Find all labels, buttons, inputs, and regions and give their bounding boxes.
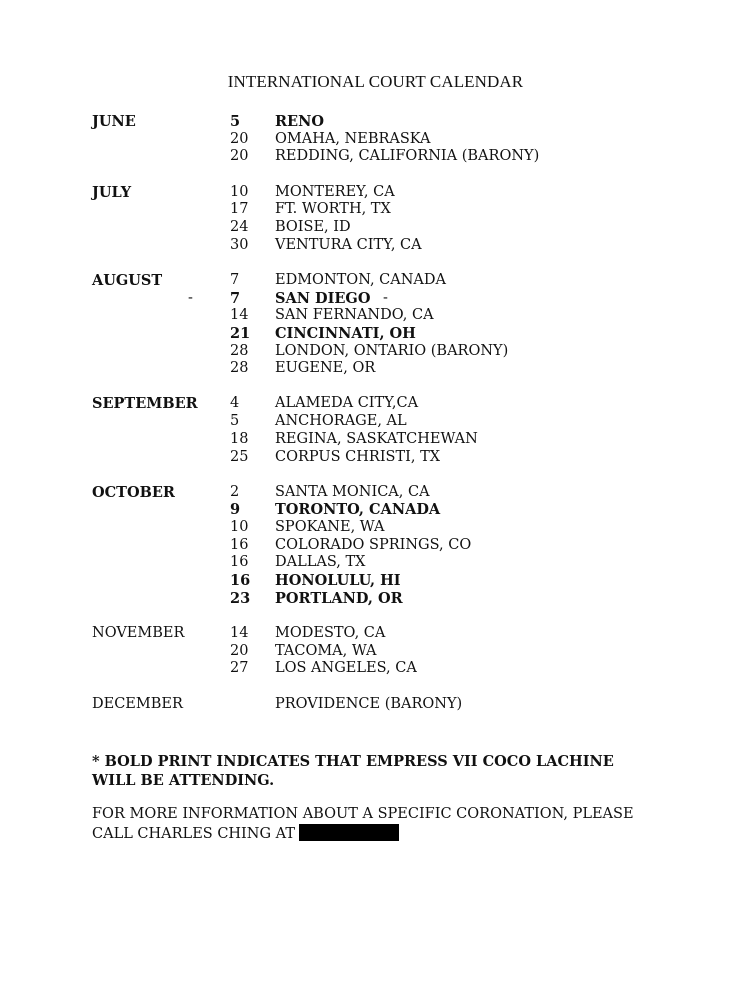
event-city: DALLAS, TX bbox=[275, 554, 366, 571]
event-city: SPOKANE, WA bbox=[275, 519, 385, 536]
event-city: BOISE, ID bbox=[275, 218, 351, 235]
event-city: SAN FERNANDO, CA bbox=[275, 307, 434, 324]
event-day: 21 bbox=[230, 324, 251, 342]
month-label: JUNE bbox=[92, 113, 136, 130]
month-block-december bbox=[92, 696, 692, 714]
event-day: 28 bbox=[230, 360, 249, 377]
event-city: ALAMEDA CITY,CA bbox=[275, 395, 419, 412]
calendar-row bbox=[92, 501, 692, 519]
calendar-row bbox=[92, 519, 692, 537]
event-day: 16 bbox=[230, 572, 251, 590]
event-city: PROVIDENCE (BARONY) bbox=[275, 695, 463, 712]
calendar-row bbox=[92, 696, 692, 714]
month-block-june bbox=[92, 113, 692, 166]
contact-info-text: FOR MORE INFORMATION ABOUT A SPECIFIC CORONATION, PLEASE CALL CHARLES CHING AT bbox=[92, 806, 634, 842]
event-day: 20 bbox=[230, 642, 249, 659]
event-city: EDMONTON, CANADA bbox=[275, 271, 446, 288]
event-city: RENO bbox=[275, 113, 324, 130]
event-city: CORPUS CHRISTI, TX bbox=[275, 448, 441, 465]
month-block-july bbox=[92, 184, 692, 255]
event-day: 7 bbox=[230, 271, 240, 288]
event-city: MONTEREY, CA bbox=[275, 183, 395, 200]
calendar-row bbox=[92, 449, 692, 467]
event-city: REDDING, CALIFORNIA (BARONY) bbox=[275, 148, 540, 165]
event-city: ANCHORAGE, AL bbox=[275, 413, 407, 430]
event-day: 18 bbox=[230, 430, 249, 447]
court-calendar bbox=[92, 113, 692, 731]
event-day: 2 bbox=[230, 483, 240, 500]
calendar-row bbox=[92, 360, 692, 378]
event-city: REGINA, SASKATCHEWAN bbox=[275, 430, 478, 447]
month-label: OCTOBER bbox=[92, 483, 175, 501]
calendar-row bbox=[92, 219, 692, 237]
event-city: SAN DIEGO bbox=[275, 289, 371, 307]
month-label: SEPTEMBER bbox=[92, 395, 198, 413]
calendar-row bbox=[92, 184, 692, 202]
footnote: * BOLD PRINT INDICATES THAT EMPRESS VII COCO LACHINE WILL BE ATTENDING. bbox=[92, 753, 614, 789]
event-day: 25 bbox=[230, 448, 249, 465]
event-day: 14 bbox=[230, 625, 249, 641]
event-day: 16 bbox=[230, 536, 249, 553]
event-city: MODESTO, CA bbox=[275, 625, 386, 641]
calendar-row bbox=[92, 113, 692, 131]
event-city: OMAHA, NEBRASKA bbox=[275, 130, 431, 147]
event-day: 14 bbox=[230, 307, 249, 324]
calendar-row bbox=[92, 413, 692, 431]
event-day: 20 bbox=[230, 130, 249, 147]
month-block-november bbox=[92, 625, 692, 678]
document-title: INTERNATIONAL COURT CALENDAR bbox=[227, 72, 524, 91]
calendar-row bbox=[92, 148, 692, 166]
event-city: EUGENE, OR bbox=[275, 360, 376, 377]
event-day: 10 bbox=[230, 183, 249, 200]
calendar-row bbox=[92, 625, 692, 643]
event-day: 17 bbox=[230, 201, 249, 218]
calendar-row bbox=[92, 343, 692, 361]
month-block-august bbox=[92, 272, 692, 378]
calendar-row bbox=[92, 395, 692, 413]
event-city: CINCINNATI, OH bbox=[275, 324, 416, 342]
calendar-row bbox=[92, 554, 692, 572]
month-label: NOVEMBER bbox=[92, 625, 185, 641]
stray-dash-mark: - bbox=[188, 289, 193, 306]
event-day: 23 bbox=[230, 589, 251, 607]
event-day: 27 bbox=[230, 660, 249, 677]
month-block-october bbox=[92, 484, 692, 608]
event-city: LOS ANGELES, CA bbox=[275, 660, 417, 677]
event-city: VENTURA CITY, CA bbox=[275, 236, 422, 253]
event-city: PORTLAND, OR bbox=[275, 589, 403, 607]
redacted-phone-block bbox=[299, 824, 399, 841]
contact-info bbox=[92, 805, 652, 844]
calendar-row bbox=[92, 201, 692, 219]
month-label: DECEMBER bbox=[92, 695, 183, 712]
event-day: 20 bbox=[230, 148, 249, 165]
month-block-september bbox=[92, 395, 692, 466]
event-city: SANTA MONICA, CA bbox=[275, 483, 430, 500]
calendar-row bbox=[92, 325, 692, 343]
event-city: TACOMA, WA bbox=[275, 642, 377, 659]
calendar-row bbox=[92, 660, 692, 678]
calendar-row bbox=[92, 572, 692, 590]
event-day: 28 bbox=[230, 342, 249, 359]
calendar-row bbox=[92, 643, 692, 661]
calendar-row bbox=[92, 484, 692, 502]
event-city: LONDON, ONTARIO (BARONY) bbox=[275, 342, 509, 359]
event-day: 24 bbox=[230, 218, 249, 235]
calendar-row bbox=[92, 537, 692, 555]
event-day: 9 bbox=[230, 501, 241, 519]
calendar-row bbox=[92, 237, 692, 255]
event-day: 5 bbox=[230, 413, 240, 430]
calendar-row bbox=[92, 590, 692, 608]
event-day: 5 bbox=[230, 113, 241, 130]
event-day: 30 bbox=[230, 236, 249, 253]
calendar-row bbox=[92, 431, 692, 449]
event-city: COLORADO SPRINGS, CO bbox=[275, 536, 472, 553]
event-day: 7 bbox=[230, 289, 241, 307]
month-label: AUGUST bbox=[92, 271, 163, 289]
event-day: 4 bbox=[230, 395, 240, 412]
event-city: HONOLULU, HI bbox=[275, 572, 401, 590]
stray-dash-mark: - bbox=[383, 289, 388, 306]
event-city: TORONTO, CANADA bbox=[275, 501, 441, 519]
calendar-row bbox=[92, 290, 692, 308]
month-label: JULY bbox=[92, 183, 132, 201]
event-city: FT. WORTH, TX bbox=[275, 201, 391, 218]
event-day: 10 bbox=[230, 519, 249, 536]
calendar-row bbox=[92, 272, 692, 290]
event-day: 16 bbox=[230, 554, 249, 571]
calendar-row bbox=[92, 307, 692, 325]
calendar-row bbox=[92, 131, 692, 149]
